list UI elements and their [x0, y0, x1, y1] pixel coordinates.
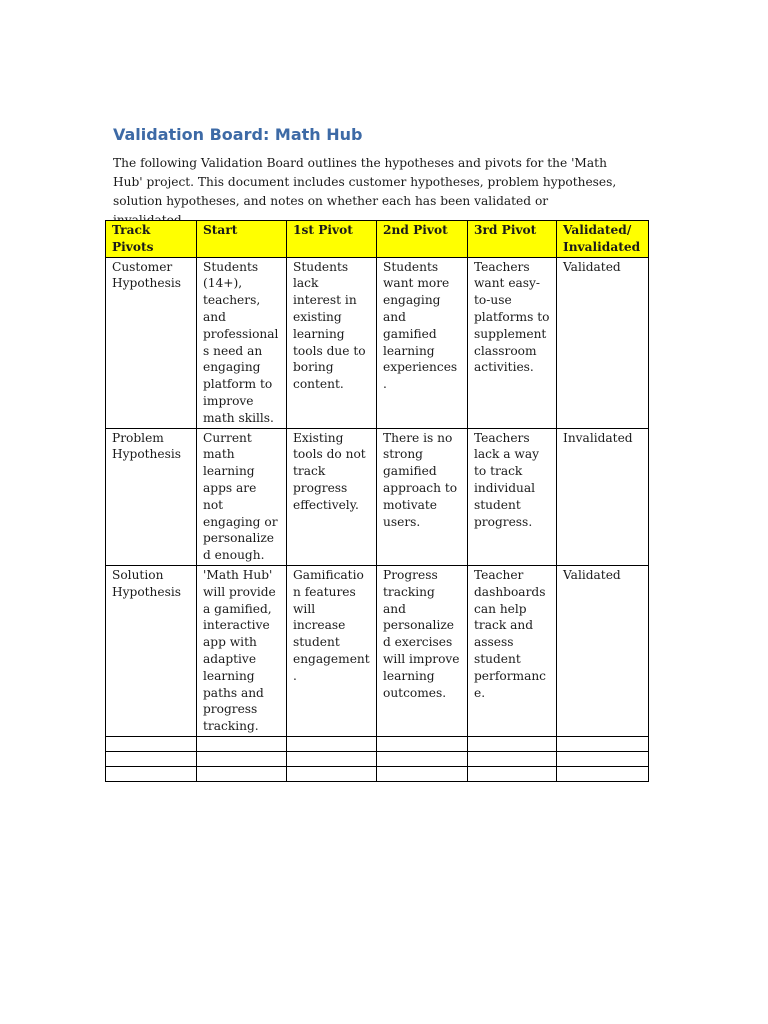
table-cell: Teachers want easy-to-use platforms to supplement classroom activities. — [468, 257, 557, 428]
empty-cell — [197, 766, 287, 781]
intro-paragraph: The following Validation Board outlines the hypotheses and pivots for the 'Math Hub' project. This document includes customer hypotheses, problem hypotheses, solution hypotheses, and notes on whether each has been validated or — [113, 156, 617, 208]
empty-cell — [287, 766, 377, 781]
document-title: Validation Board: Math Hub — [113, 125, 363, 144]
table-cell: 'Math Hub' will provide a gamified, interactive app with adaptive learning paths and progress tracking. — [197, 565, 287, 736]
empty-cell — [106, 751, 197, 766]
table-cell: Problem Hypothesis — [106, 428, 197, 565]
document-page — [112, 124, 653, 734]
empty-cell — [106, 736, 197, 751]
header-2nd-pivot: 2nd Pivot — [377, 221, 468, 258]
table-header-row — [106, 221, 649, 258]
empty-table-row — [106, 751, 649, 766]
empty-table-row — [106, 766, 649, 781]
header-3rd-pivot: 3rd Pivot — [468, 221, 557, 258]
empty-cell — [197, 751, 287, 766]
empty-table-row — [106, 736, 649, 751]
table-cell: Students lack interest in existing learning tools due to boring content. — [287, 257, 377, 428]
empty-cell — [377, 751, 468, 766]
header-1st-pivot: 1st Pivot — [287, 221, 377, 258]
table-cell: Existing tools do not track progress effectively. — [287, 428, 377, 565]
table-cell: Teacher dashboards can help track and assess student performance. — [468, 565, 557, 736]
table-cell: Students want more engaging and gamified learning experiences. — [377, 257, 468, 428]
empty-cell — [557, 751, 649, 766]
table-row — [106, 565, 649, 736]
status-cell: Validated — [557, 257, 649, 428]
table-row — [106, 257, 649, 428]
empty-cell — [557, 766, 649, 781]
header-track-pivots: Track Pivots — [106, 221, 197, 258]
empty-cell — [197, 736, 287, 751]
empty-cell — [468, 751, 557, 766]
table-cell: Solution Hypothesis — [106, 565, 197, 736]
empty-cell — [287, 736, 377, 751]
empty-cell — [287, 751, 377, 766]
table-cell: Current math learning apps are not engaging or personalized enough. — [197, 428, 287, 565]
table-cell: Customer Hypothesis — [106, 257, 197, 428]
table-cell: Gamification features will increase student engagement. — [287, 565, 377, 736]
status-cell: Invalidated — [557, 428, 649, 565]
empty-cell — [377, 736, 468, 751]
header-validated-invalidated: Validated/ Invalidated — [557, 221, 649, 258]
empty-cell — [557, 736, 649, 751]
empty-cell — [106, 766, 197, 781]
empty-cell — [377, 766, 468, 781]
status-cell: Validated — [557, 565, 649, 736]
table-cell: Progress tracking and personalized exercises will improve learning outcomes. — [377, 565, 468, 736]
validation-board-table — [105, 220, 649, 782]
empty-cell — [468, 736, 557, 751]
table-cell: There is no strong gamified approach to motivate users. — [377, 428, 468, 565]
table-cell: Teachers lack a way to track individual student progress. — [468, 428, 557, 565]
table-row — [106, 428, 649, 565]
table-cell: Students (14+), teachers, and professionals need an engaging platform to improve math skills. — [197, 257, 287, 428]
header-start: Start — [197, 221, 287, 258]
empty-cell — [468, 766, 557, 781]
